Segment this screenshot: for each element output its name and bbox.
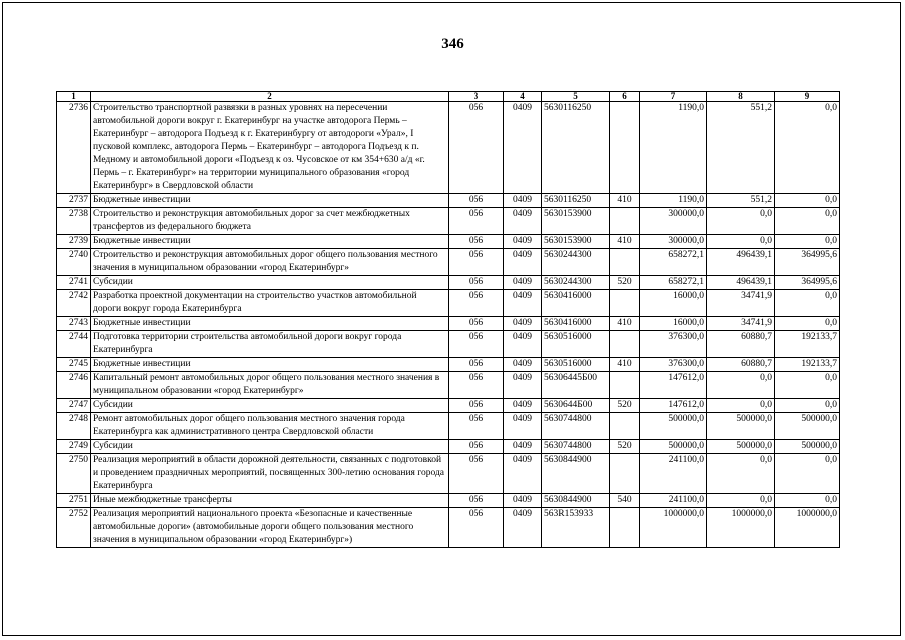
expense-type-code: 540: [610, 494, 640, 508]
ministry-code: 056: [449, 440, 504, 454]
amount-year-3: 0,0: [775, 235, 840, 249]
ministry-code: 056: [449, 235, 504, 249]
section-code: 0409: [504, 358, 542, 372]
row-description: Подготовка территории строительства автомобильной дороги вокруг города Екатеринбурга: [91, 331, 449, 358]
target-article-code: 5630644Б00: [542, 399, 610, 413]
section-code: 0409: [504, 249, 542, 276]
ministry-code: 056: [449, 249, 504, 276]
amount-year-1: 147612,0: [640, 399, 707, 413]
target-article-code: 5630744800: [542, 413, 610, 440]
amount-year-2: 551,2: [707, 194, 775, 208]
table-header-row: [57, 92, 840, 102]
row-number: 2750: [57, 454, 91, 494]
row-description: Разработка проектной документации на строительство участков автомобильной дороги вокруг города Екатеринбурга: [91, 290, 449, 317]
ministry-code: 056: [449, 102, 504, 194]
row-number: 2740: [57, 249, 91, 276]
ministry-code: 056: [449, 413, 504, 440]
amount-year-1: 1000000,0: [640, 508, 707, 548]
target-article-code: 5630744800: [542, 440, 610, 454]
row-description: Бюджетные инвестиции: [91, 194, 449, 208]
row-description: Субсидии: [91, 276, 449, 290]
page-number: 346: [441, 36, 464, 52]
section-code: 0409: [504, 331, 542, 358]
ministry-code: 056: [449, 290, 504, 317]
ministry-code: 056: [449, 208, 504, 235]
amount-year-2: 0,0: [707, 208, 775, 235]
ministry-code: 056: [449, 494, 504, 508]
row-number: 2744: [57, 331, 91, 358]
expense-type-code: 520: [610, 276, 640, 290]
row-number: 2737: [57, 194, 91, 208]
header-cell: 6: [610, 92, 640, 102]
expense-type-code: [610, 290, 640, 317]
target-article-code: 5630153900: [542, 208, 610, 235]
ministry-code: 056: [449, 317, 504, 331]
row-description: Ремонт автомобильных дорог общего пользования местного значения города Екатеринбурга как административного центра Свердловской области: [91, 413, 449, 440]
amount-year-2: 34741,9: [707, 317, 775, 331]
table-row: [57, 358, 840, 372]
expense-type-code: 520: [610, 440, 640, 454]
header-cell: 4: [504, 92, 542, 102]
section-code: 0409: [504, 235, 542, 249]
table-body: [57, 102, 840, 548]
amount-year-2: 0,0: [707, 494, 775, 508]
expense-type-code: [610, 331, 640, 358]
amount-year-1: 1190,0: [640, 102, 707, 194]
header-cell: 1: [57, 92, 91, 102]
amount-year-1: 1190,0: [640, 194, 707, 208]
amount-year-3: 0,0: [775, 399, 840, 413]
amount-year-3: 0,0: [775, 454, 840, 494]
amount-year-1: 300000,0: [640, 208, 707, 235]
row-number: 2742: [57, 290, 91, 317]
expense-type-code: 410: [610, 317, 640, 331]
amount-year-3: 192133,7: [775, 331, 840, 358]
header-cell: 8: [707, 92, 775, 102]
amount-year-1: 241100,0: [640, 454, 707, 494]
budget-table: [56, 91, 840, 548]
amount-year-3: 500000,0: [775, 413, 840, 440]
section-code: 0409: [504, 508, 542, 548]
target-article-code: 5630416000: [542, 317, 610, 331]
amount-year-2: 551,2: [707, 102, 775, 194]
expense-type-code: 520: [610, 399, 640, 413]
row-number: 2736: [57, 102, 91, 194]
table-row: [57, 454, 840, 494]
table-row: [57, 290, 840, 317]
table-row: [57, 276, 840, 290]
table-row: [57, 194, 840, 208]
row-number: 2741: [57, 276, 91, 290]
amount-year-1: 376300,0: [640, 331, 707, 358]
amount-year-1: 658272,1: [640, 249, 707, 276]
section-code: 0409: [504, 290, 542, 317]
section-code: 0409: [504, 399, 542, 413]
amount-year-2: 0,0: [707, 235, 775, 249]
amount-year-3: 0,0: [775, 194, 840, 208]
table-row: [57, 208, 840, 235]
amount-year-2: 60880,7: [707, 358, 775, 372]
section-code: 0409: [504, 208, 542, 235]
amount-year-1: 500000,0: [640, 440, 707, 454]
header-cell: 2: [91, 92, 449, 102]
target-article-code: 5630844900: [542, 454, 610, 494]
table-row: [57, 440, 840, 454]
amount-year-2: 496439,1: [707, 249, 775, 276]
row-description: Капитальный ремонт автомобильных дорог общего пользования местного значения в муниципальном образовании «город Екатеринбург»: [91, 372, 449, 399]
row-description: Бюджетные инвестиции: [91, 317, 449, 331]
amount-year-3: 364995,6: [775, 276, 840, 290]
amount-year-1: 147612,0: [640, 372, 707, 399]
ministry-code: 056: [449, 454, 504, 494]
amount-year-2: 0,0: [707, 454, 775, 494]
section-code: 0409: [504, 454, 542, 494]
target-article-code: 5630844900: [542, 494, 610, 508]
table-row: [57, 102, 840, 194]
row-number: 2751: [57, 494, 91, 508]
section-code: 0409: [504, 494, 542, 508]
section-code: 0409: [504, 276, 542, 290]
section-code: 0409: [504, 102, 542, 194]
row-description: Субсидии: [91, 440, 449, 454]
target-article-code: 5630244300: [542, 276, 610, 290]
section-code: 0409: [504, 194, 542, 208]
row-number: 2743: [57, 317, 91, 331]
row-number: 2747: [57, 399, 91, 413]
section-code: 0409: [504, 413, 542, 440]
expense-type-code: [610, 454, 640, 494]
amount-year-2: 34741,9: [707, 290, 775, 317]
row-number: 2748: [57, 413, 91, 440]
amount-year-3: 0,0: [775, 317, 840, 331]
header-cell: 9: [775, 92, 840, 102]
amount-year-1: 16000,0: [640, 317, 707, 331]
expense-type-code: 410: [610, 235, 640, 249]
amount-year-3: 192133,7: [775, 358, 840, 372]
amount-year-3: 364995,6: [775, 249, 840, 276]
table-row: [57, 249, 840, 276]
amount-year-2: 60880,7: [707, 331, 775, 358]
ministry-code: 056: [449, 358, 504, 372]
header-cell: 3: [449, 92, 504, 102]
row-description: Иные межбюджетные трансферты: [91, 494, 449, 508]
ministry-code: 056: [449, 372, 504, 399]
row-number: 2752: [57, 508, 91, 548]
expense-type-code: [610, 413, 640, 440]
expense-type-code: [610, 508, 640, 548]
row-description: Строительство и реконструкция автомобильных дорог общего пользования местного значения в муниципальном образовании «город Екатеринбург»: [91, 249, 449, 276]
target-article-code: 5630516000: [542, 358, 610, 372]
ministry-code: 056: [449, 399, 504, 413]
ministry-code: 056: [449, 331, 504, 358]
row-description: Строительство и реконструкция автомобильных дорог за счет межбюджетных трансфертов из федерального бюджета: [91, 208, 449, 235]
row-description: Бюджетные инвестиции: [91, 358, 449, 372]
row-number: 2749: [57, 440, 91, 454]
table-row: [57, 235, 840, 249]
ministry-code: 056: [449, 276, 504, 290]
amount-year-3: 500000,0: [775, 440, 840, 454]
table-row: [57, 508, 840, 548]
row-description: Реализация мероприятий в области дорожной деятельности, связанных с подготовкой и проведением праздничных мероприятий, посвященных 300-летию основания города Екатеринбурга: [91, 454, 449, 494]
section-code: 0409: [504, 317, 542, 331]
amount-year-3: 0,0: [775, 208, 840, 235]
target-article-code: 5630116250: [542, 194, 610, 208]
table-row: [57, 317, 840, 331]
table-row: [57, 372, 840, 399]
amount-year-1: 16000,0: [640, 290, 707, 317]
target-article-code: 56306445Б00: [542, 372, 610, 399]
target-article-code: 563R153933: [542, 508, 610, 548]
section-code: 0409: [504, 372, 542, 399]
amount-year-1: 300000,0: [640, 235, 707, 249]
row-description: Субсидии: [91, 399, 449, 413]
expense-type-code: 410: [610, 194, 640, 208]
row-number: 2739: [57, 235, 91, 249]
row-description: Бюджетные инвестиции: [91, 235, 449, 249]
row-number: 2738: [57, 208, 91, 235]
amount-year-2: 1000000,0: [707, 508, 775, 548]
target-article-code: 5630116250: [542, 102, 610, 194]
amount-year-1: 376300,0: [640, 358, 707, 372]
amount-year-1: 500000,0: [640, 413, 707, 440]
ministry-code: 056: [449, 508, 504, 548]
target-article-code: 5630153900: [542, 235, 610, 249]
target-article-code: 5630244300: [542, 249, 610, 276]
amount-year-3: 0,0: [775, 102, 840, 194]
row-number: 2745: [57, 358, 91, 372]
amount-year-3: 0,0: [775, 290, 840, 317]
expense-type-code: 410: [610, 358, 640, 372]
table-row: [57, 331, 840, 358]
target-article-code: 5630416000: [542, 290, 610, 317]
expense-type-code: [610, 372, 640, 399]
amount-year-3: 0,0: [775, 372, 840, 399]
row-description: Строительство транспортной развязки в разных уровнях на пересечении автомобильной дороги вокруг г. Екатеринбург на участке автодорога Пермь – Екатеринбург – автодорога Подъезд к г. Екатеринбургу от автодороги «Урал», I пусковой комплекс, автодорога Пермь – Екатеринбург – автодорога Подъезд к п. Медному и автомобильной дороги «Подъезд к оз. Чусовское от км 354+630 а/д «г. Пермь – г. Екатеринбург» на территории муниципального образования «город Екатеринбург» в Свердловской области: [91, 102, 449, 194]
table-row: [57, 399, 840, 413]
row-number: 2746: [57, 372, 91, 399]
ministry-code: 056: [449, 194, 504, 208]
row-description: Реализация мероприятий национального проекта «Безопасные и качественные автомобильные дороги» (автомобильные дороги общего пользования местного значения в муниципальном образовании «город Екатеринбург»): [91, 508, 449, 548]
amount-year-2: 0,0: [707, 399, 775, 413]
amount-year-2: 496439,1: [707, 276, 775, 290]
amount-year-1: 241100,0: [640, 494, 707, 508]
expense-type-code: [610, 249, 640, 276]
table-row: [57, 413, 840, 440]
amount-year-3: 1000000,0: [775, 508, 840, 548]
amount-year-3: 0,0: [775, 494, 840, 508]
expense-type-code: [610, 102, 640, 194]
amount-year-2: 500000,0: [707, 440, 775, 454]
target-article-code: 5630516000: [542, 331, 610, 358]
section-code: 0409: [504, 440, 542, 454]
table-row: [57, 494, 840, 508]
header-cell: 5: [542, 92, 610, 102]
amount-year-1: 658272,1: [640, 276, 707, 290]
expense-type-code: [610, 208, 640, 235]
amount-year-2: 0,0: [707, 372, 775, 399]
header-cell: 7: [640, 92, 707, 102]
amount-year-2: 500000,0: [707, 413, 775, 440]
